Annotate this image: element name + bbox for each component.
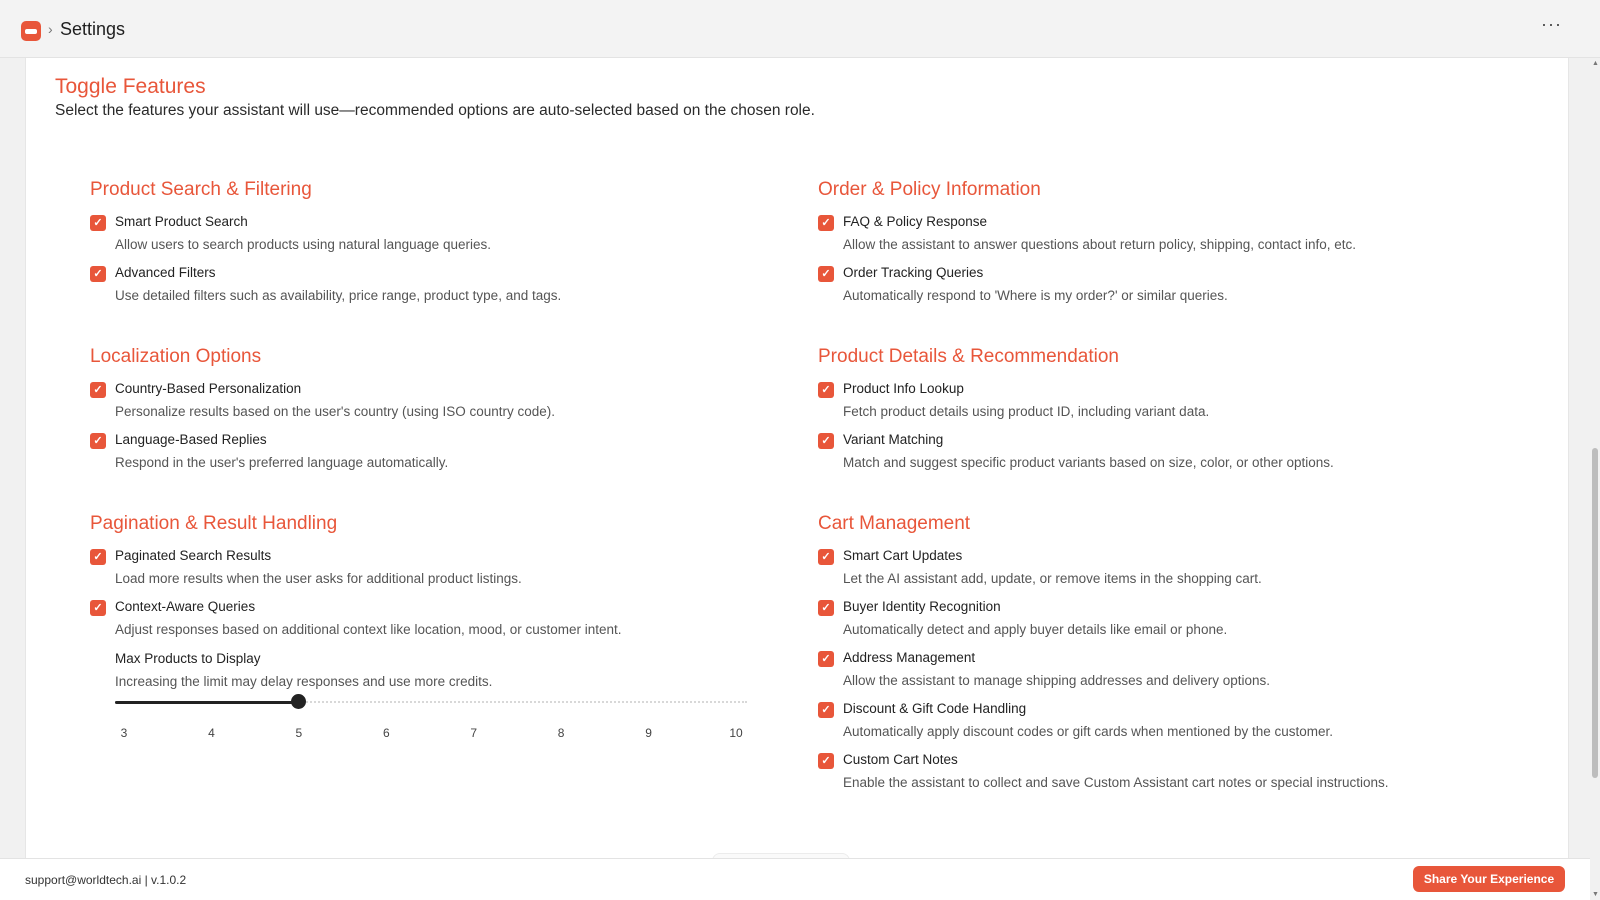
group-localization [90, 346, 770, 482]
feature-label: Address Management [843, 650, 976, 665]
feature-description: Automatically apply discount codes or gift cards when mentioned by the customer. [843, 724, 1334, 739]
feature-address-management[interactable] [818, 649, 1538, 700]
feature-discount-gift-codes[interactable] [818, 700, 1538, 751]
feature-paginated-results[interactable] [90, 547, 770, 598]
checkbox-checked[interactable]: ✓ [818, 382, 834, 398]
feature-smart-product-search[interactable] [90, 213, 770, 264]
checkbox-checked[interactable]: ✓ [818, 266, 834, 282]
app-logo-icon[interactable] [21, 21, 41, 41]
scroll-down-icon[interactable]: ▼ [1592, 891, 1599, 898]
feature-description: Allow the assistant to manage shipping addresses and delivery options. [843, 673, 1271, 688]
checkbox-checked[interactable]: ✓ [818, 433, 834, 449]
feature-context-aware-queries[interactable] [90, 598, 770, 649]
feature-label: Advanced Filters [115, 265, 216, 280]
section-description: Select the features your assistant will use—recommended options are auto-selected based on the chosen role. [55, 102, 815, 119]
group-order-policy [818, 179, 1538, 315]
slider-tick-label: 5 [295, 726, 303, 740]
checkbox-checked[interactable]: ✓ [90, 266, 106, 282]
scroll-up-icon[interactable]: ▲ [1592, 60, 1599, 67]
feature-label: Custom Cart Notes [843, 752, 958, 767]
feature-label: Context-Aware Queries [115, 599, 256, 614]
feature-description: Allow users to search products using natural language queries. [115, 237, 491, 252]
feature-advanced-filters[interactable] [90, 264, 770, 315]
group-product-details [818, 346, 1538, 482]
chevron-right-icon: › [48, 21, 53, 37]
section-title: Toggle Features [55, 75, 206, 98]
group-product-search [90, 179, 770, 315]
feature-label: Discount & Gift Code Handling [843, 701, 1027, 716]
slider-description: Increasing the limit may delay responses and use more credits. [115, 674, 493, 689]
feature-description: Load more results when the user asks for additional product listings. [115, 571, 522, 586]
slider-tick-label: 9 [645, 726, 652, 740]
feature-description: Enable the assistant to collect and save Custom Assistant cart notes or special instructions. [843, 775, 1389, 790]
slider-tick-label: 3 [120, 726, 128, 740]
checkbox-checked[interactable]: ✓ [818, 549, 834, 565]
group-title: Localization Options [90, 346, 262, 367]
feature-faq-policy[interactable] [818, 213, 1538, 264]
feature-label: Smart Product Search [115, 214, 248, 229]
feature-product-info-lookup[interactable] [818, 380, 1538, 431]
feature-label: Country-Based Personalization [115, 381, 302, 396]
checkbox-checked[interactable]: ✓ [90, 382, 106, 398]
feature-label: Paginated Search Results [115, 548, 272, 563]
feature-label: Buyer Identity Recognition [843, 599, 1001, 614]
feature-description: Use detailed filters such as availability, price range, product type, and tags. [115, 288, 562, 303]
checkbox-checked[interactable]: ✓ [90, 215, 106, 231]
feature-label: FAQ & Policy Response [843, 214, 988, 229]
checkbox-checked[interactable]: ✓ [90, 433, 106, 449]
feature-smart-cart-updates[interactable] [818, 547, 1538, 598]
feature-description: Adjust responses based on additional context like location, mood, or customer intent. [115, 622, 622, 637]
checkbox-checked[interactable]: ✓ [818, 702, 834, 718]
feature-description: Personalize results based on the user's country (using ISO country code). [115, 404, 556, 419]
feature-description: Respond in the user's preferred language automatically. [115, 455, 449, 470]
group-title: Order & Policy Information [818, 179, 1041, 200]
feature-description: Let the AI assistant add, update, or remove items in the shopping cart. [843, 571, 1262, 586]
slider-label: Max Products to Display [115, 651, 261, 666]
feature-label: Smart Cart Updates [843, 548, 963, 563]
feature-label: Language-Based Replies [115, 432, 267, 447]
slider-fill [115, 701, 299, 704]
share-experience-button[interactable]: Share Your Experience [1413, 866, 1565, 892]
feature-description: Fetch product details using product ID, including variant data. [843, 404, 1210, 419]
feature-variant-matching[interactable] [818, 431, 1538, 482]
feature-order-tracking[interactable] [818, 264, 1538, 315]
checkbox-checked[interactable]: ✓ [818, 215, 834, 231]
slider-tick-label: 4 [208, 726, 215, 740]
feature-country-personalization[interactable] [90, 380, 770, 431]
checkbox-checked[interactable]: ✓ [90, 549, 106, 565]
slider-handle[interactable] [291, 694, 306, 709]
feature-label: Variant Matching [843, 432, 944, 447]
feature-description: Automatically respond to 'Where is my order?' or similar queries. [843, 288, 1228, 303]
settings-card [25, 58, 1569, 858]
checkbox-checked[interactable]: ✓ [818, 600, 834, 616]
feature-language-replies[interactable] [90, 431, 770, 482]
group-title: Cart Management [818, 513, 971, 534]
checkbox-checked[interactable]: ✓ [90, 600, 106, 616]
checkbox-checked[interactable]: ✓ [818, 753, 834, 769]
feature-custom-cart-notes[interactable] [818, 751, 1538, 802]
group-cart-management [818, 513, 1538, 802]
group-title: Product Search & Filtering [90, 179, 312, 200]
slider-tick-label: 10 [729, 726, 743, 740]
feature-label: Product Info Lookup [843, 381, 964, 396]
group-title: Pagination & Result Handling [90, 513, 338, 534]
max-products-slider-block [90, 649, 770, 759]
scrollbar[interactable] [1590, 58, 1600, 900]
feature-buyer-identity[interactable] [818, 598, 1538, 649]
checkbox-checked[interactable]: ✓ [818, 651, 834, 667]
group-pagination [90, 513, 770, 759]
feature-description: Match and suggest specific product variants based on size, color, or other options. [843, 455, 1334, 470]
feature-description: Allow the assistant to answer questions about return policy, shipping, contact info, etc. [843, 237, 1357, 252]
feature-description: Automatically detect and apply buyer details like email or phone. [843, 622, 1228, 637]
slider-tick-label: 7 [470, 726, 478, 740]
support-info: support@worldtech.ai | v.1.0.2 [25, 873, 187, 887]
page-title: Settings [60, 19, 126, 39]
footer [0, 858, 1590, 900]
slider-tick-label: 6 [382, 726, 390, 740]
slider-tick-label: 8 [557, 726, 565, 740]
group-title: Product Details & Recommendation [818, 346, 1119, 367]
top-bar [0, 0, 1600, 58]
scrollbar-thumb[interactable] [1592, 448, 1598, 778]
more-options-icon[interactable]: ··· [1541, 14, 1562, 34]
feature-label: Order Tracking Queries [843, 265, 984, 280]
